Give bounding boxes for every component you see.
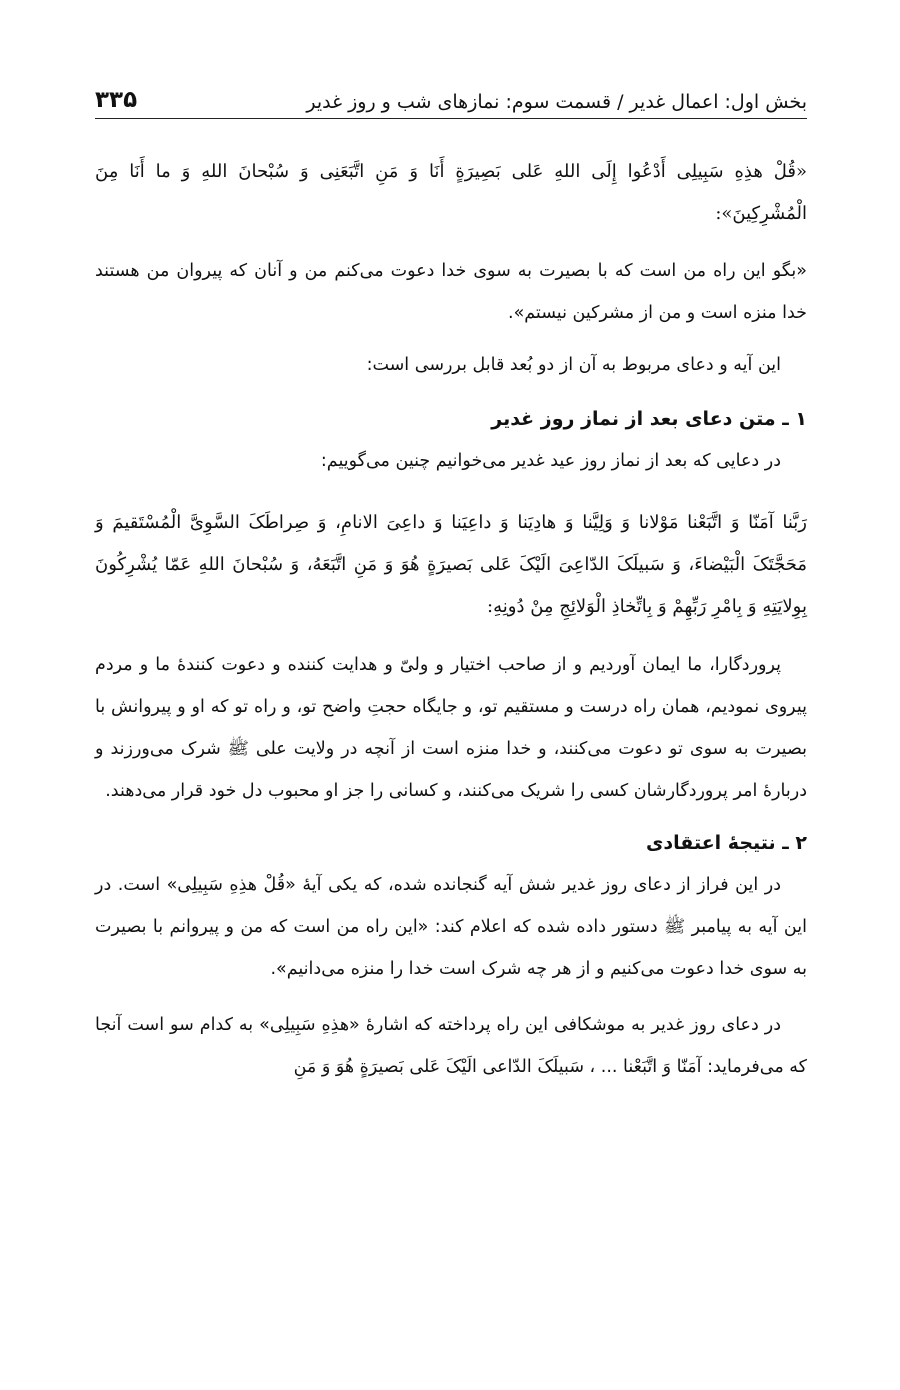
section1-intro: در دعایی که بعد از نماز روز عید غدیر می‌خوانیم چنین می‌گوییم: <box>320 451 781 471</box>
running-title: بخش اول: اعمال غدیر / قسمت سوم: نمازهای شب و روز غدیر <box>306 91 807 113</box>
dua-arabic: رَبَّنا آمَنّا وَ اتَّبَعْنا مَوْلانا وَ وَلِیَّنا وَ هادِیَنا وَ داعِیَنا وَ داعِیَ الانامِ، وَ صِراطَکَ السَّوِیَّ الْمُسْتَقیمَ وَ مَحَجَّتَکَ الْبَیْضاءَ، وَ سَبیلَکَ الدّاعِیَ الَیْکَ عَلی بَصیرَةٍ هُوَ وَ مَنِ اتَّبَعَهُ، وَ سُبْحانَ اللهِ عَمّا یُشْرِکُونَ بِوِلایَتِهِ وَ بِامْرِ رَبِّهِمْ وَ بِاتِّخاذِ الْوَلائِجِ مِنْ دُونِهِ: <box>95 512 807 617</box>
verse-translation: «بگو این راه من است که با بصیرت به سوی خدا دعوت می‌کنم من و آنان که پیروان من هستند خدا منزه است و من از مشرکین نیستم». <box>95 261 807 323</box>
section-heading-1: ۱ ـ متن دعای بعد از نماز روز غدیر <box>491 408 807 430</box>
page-number: ۳۳۵ <box>95 87 138 113</box>
section2-paragraph-2: در دعای روز غدیر به موشکافی این راه پرداخته که اشارهٔ «هذِهِ سَبِیلِی» به کدام سو است آنجا که می‌فرماید: آمَنّا وَ اتَّبَعْنا ... ، سَبیلَکَ الدّاعی الَیْکَ عَلی بَصیرَةٍ هُوَ وَ مَنِ <box>95 1015 807 1077</box>
dua-translation: پروردگارا، ما ایمان آوردیم و از صاحب اختیار و ولیّ و هدایت کننده و دعوت کنندهٔ ما و مردم پیروی نمودیم، همان راه درست و مستقیم تو، و جایگاه حجتِ واضح تو، و راه تو که او و پیروانش با بصیرت به سوی تو دعوت می‌کنند، و خدا منزه است از آنچه در ولایت علی ﷺ شرک می‌ورزند و دربارهٔ امر پروردگارشان کسی را شریک می‌کنند، و کسانی را جز او محبوب دل خود قرار می‌دهند. <box>95 655 807 801</box>
verse-arabic: «قُلْ هذِهِ سَبِیلِی أَدْعُوا إِلَی اللهِ عَلی بَصِیرَةٍ أَنَا وَ مَنِ اتَّبَعَنِی وَ سُبْحانَ اللهِ وَ ما أَنَا مِنَ الْمُشْرِکِینَ»: <box>95 161 807 224</box>
book-page <box>95 60 807 1088</box>
section2-paragraph-1: در این فراز از دعای روز غدیر شش آیه گنجانده شده، که یکی آیهٔ «قُلْ هذِهِ سَبِیلِی» است. در این آیه به پیامبر ﷺ دستور داده شده که اعلام کند: «این راه من است که من و پیروانم با بصیرت به سوی خدا دعوت می‌کنیم و از هر چه شرک است خدا را منزه می‌دانیم». <box>95 875 807 979</box>
section-heading-2: ۲ ـ نتیجهٔ اعتقادی <box>645 832 807 854</box>
intro-paragraph: این آیه و دعای مربوط به آن از دو بُعد قابل بررسی است: <box>366 355 781 375</box>
running-header <box>95 60 807 119</box>
